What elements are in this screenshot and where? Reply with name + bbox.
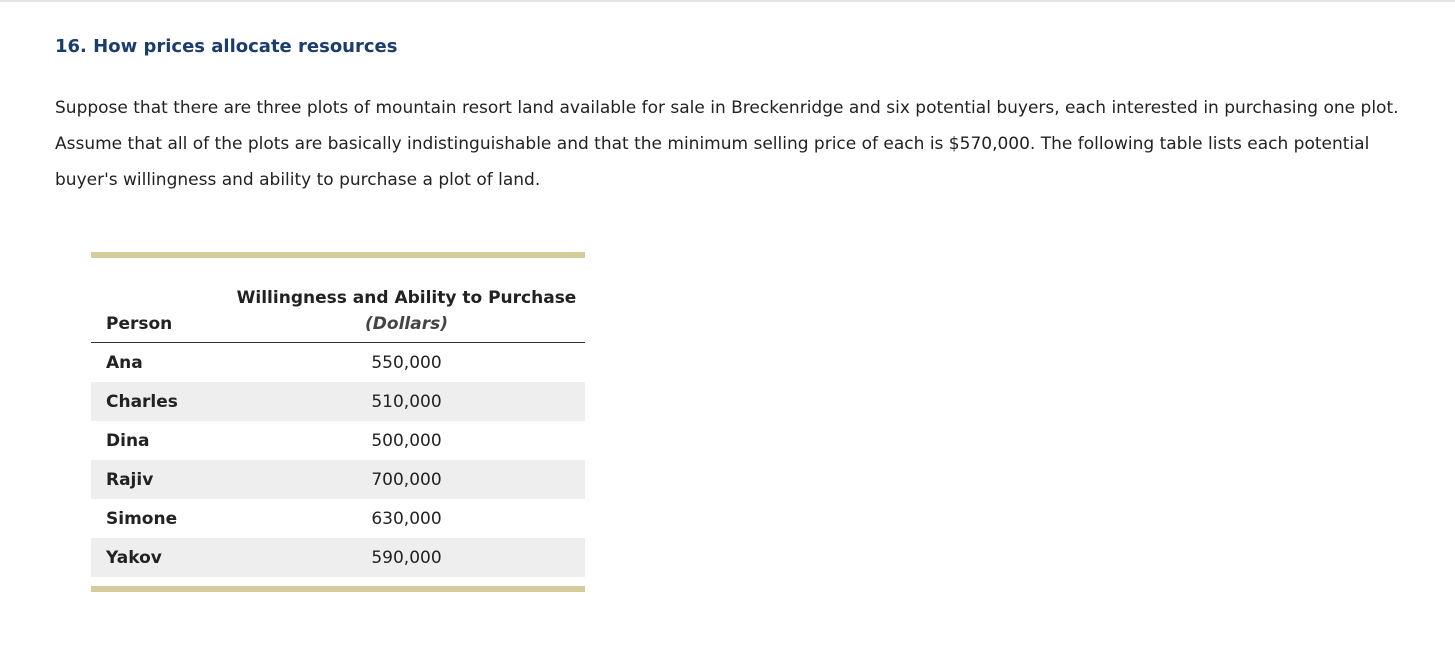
- header-willingness: Willingness and Ability to Purchase: [236, 288, 577, 308]
- willingness-value: 590,000: [228, 538, 585, 577]
- top-divider: [0, 0, 1455, 2]
- buyers-table: [91, 252, 585, 592]
- question-intro-text: Suppose that there are three plots of mountain resort land available for sale in Breckenridge and six potential buyers, each interested in purchasing one plot. Assume that all of the plots are basically indistinguishable and that the minimum selling price of each is $570,000. The following table lists each potential buyer's willingness and ability to purchase a plot of land.: [55, 98, 1399, 190]
- willingness-value: 630,000: [371, 508, 442, 529]
- table-row: [91, 538, 585, 577]
- table-row: [91, 499, 585, 538]
- table-row: [91, 343, 585, 383]
- table-header-row-1: [91, 258, 585, 311]
- person-name: Charles: [91, 382, 228, 421]
- table-row: [91, 382, 585, 421]
- person-name: Simone: [106, 508, 178, 529]
- header-person: Person: [91, 311, 228, 343]
- table-header-row-2: [91, 311, 585, 343]
- table-bottom-rule: [91, 586, 585, 592]
- header-units: (Dollars): [228, 311, 585, 343]
- person-name: Rajiv: [91, 460, 228, 499]
- table-row: [91, 460, 585, 499]
- willingness-value: 510,000: [228, 382, 585, 421]
- willingness-value: 550,000: [371, 352, 442, 373]
- person-name: Dina: [106, 430, 150, 451]
- question-heading: 16. How prices allocate resources: [55, 36, 398, 57]
- willingness-value: 500,000: [371, 430, 442, 451]
- willingness-table: [91, 258, 585, 577]
- table-row: [91, 421, 585, 460]
- person-name: Ana: [106, 352, 143, 373]
- header-spacer: [91, 258, 228, 311]
- person-name: Yakov: [91, 538, 228, 577]
- willingness-value: 700,000: [228, 460, 585, 499]
